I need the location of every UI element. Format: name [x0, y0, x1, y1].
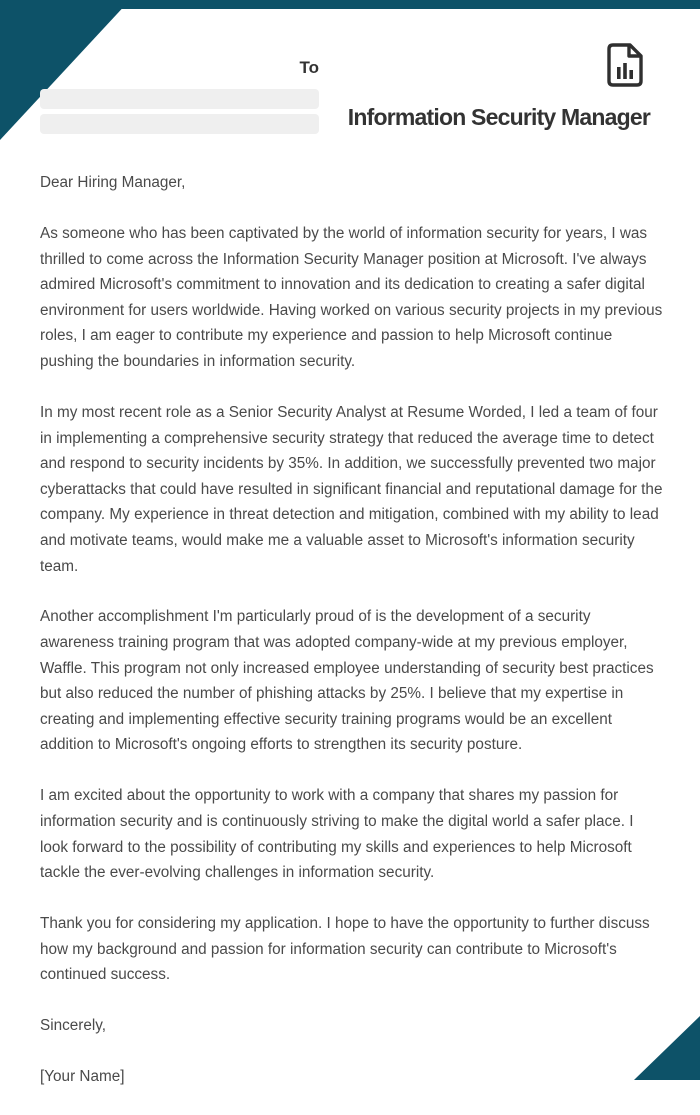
letter-paragraph: I am excited about the opportunity to work with a company that shares my passion for information security and is continuously striving to make the digital world a safer place. I look forward to the possibility of contributing my skills and experiences to help Microsoft tackle the ever-evolving challenges in information security. [40, 787, 634, 882]
letter-greeting: Dear Hiring Manager, [40, 174, 186, 191]
recipient-to-label: To [299, 58, 319, 77]
recipient-placeholder-line-1 [40, 89, 319, 109]
letter-closing: Sincerely, [40, 1017, 107, 1035]
letter-signature: [Your Name] [40, 1068, 125, 1086]
document-title: Information Security Manager [347, 104, 650, 130]
recipient-placeholder-line-2 [40, 114, 319, 134]
letter-paragraph: Thank you for considering my application. I hope to have the opportunity to further discuss how my background and passion for information security can contribute to Microsoft's continued success. [40, 915, 650, 984]
letter-body [40, 170, 665, 1115]
letter-paragraph: Another accomplishment I'm particularly proud of is the development of a security awareness training program that was adopted company-wide at my previous employer, Waffle. This program not only increased employee understanding of security best practices but also reduced the number of phishing attacks by 25%. I believe that my expertise in creating and implementing effective security training programs would be an excellent addition to Microsoft's ongoing efforts to strengthen its security posture. [40, 608, 654, 754]
letter-paragraph: In my most recent role as a Senior Security Analyst at Resume Worded, I led a team of four in implementing a comprehensive security strategy that reduced the average time to detect and respond to security incidents by 35%. In addition, we successfully prevented two major cyberattacks that could have resulted in significant financial and reputational damage for the company. My experience in threat detection and mitigation, combined with my ability to lead and motivate teams, would make me a valuable asset to Microsoft's information security team. [40, 403, 663, 575]
document-chart-icon [607, 43, 643, 87]
letter-paragraph: As someone who has been captivated by the world of information security for years, I was thrilled to come across the Information Security Manager position at Microsoft. I've always admired Microsoft's commitment to innovation and its dedication to creating a safer digital environment for users worldwide. Having worked on various security projects in my previous roles, I am eager to contribute my experience and passion to help Microsoft continue pushing the boundaries in information security. [40, 224, 663, 370]
